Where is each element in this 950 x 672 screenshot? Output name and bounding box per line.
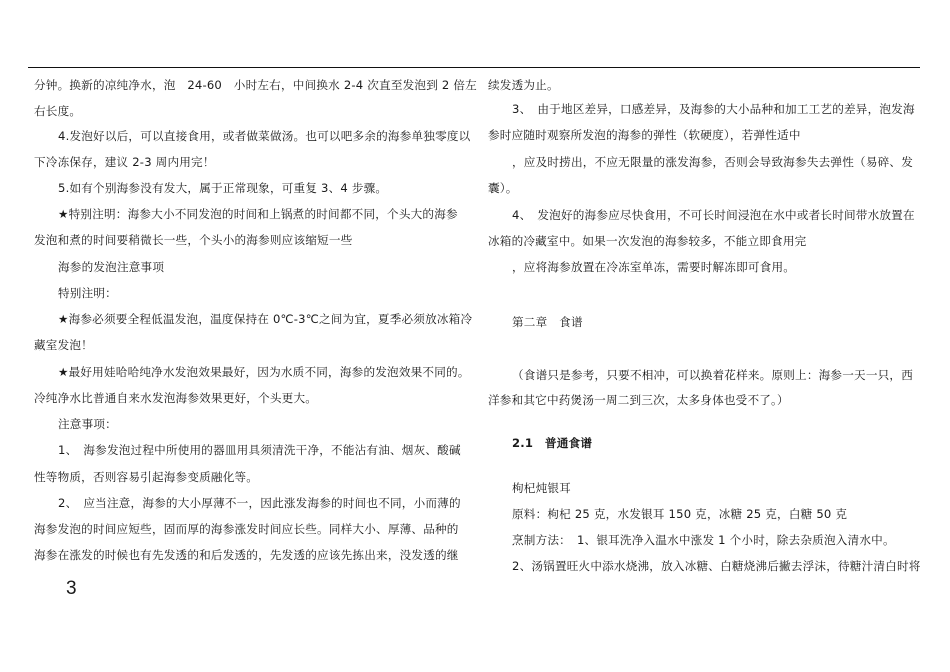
right-line-1: 续发透为止。 bbox=[488, 78, 559, 92]
left-line-12: ★最好用娃哈哈纯净水发泡效果最好，因为水质不同，海参的发泡效果不同的。 bbox=[58, 365, 470, 379]
left-line-10: ★海参必须要全程低温发泡，温度保持在 0℃-3℃之间为宜，夏季必须放冰箱冷 bbox=[58, 312, 473, 326]
left-line-14: 注意事项： bbox=[58, 417, 117, 431]
left-line-1: 分钟。换新的凉纯净水，泡 24-60 小时左右，中间换水 2-4 次直至发泡到 2 倍左 bbox=[34, 78, 477, 92]
left-line-15: 1、 海参发泡过程中所使用的器皿用具须清洗干净，不能沾有油、烟灰、酸碱 bbox=[58, 443, 461, 457]
right-line-4: ，应及时捞出，不应无限量的涨发海参，否则会导致海参失去弹性（易碎、发 bbox=[512, 155, 913, 169]
left-line-4: 下冷冻保存，建议 2-3 周内用完！ bbox=[34, 155, 215, 169]
chapter-heading: 第二章 食谱 bbox=[512, 315, 583, 329]
left-line-11: 藏室发泡！ bbox=[34, 338, 93, 352]
left-line-18: 海参发泡的时间应短些，固而厚的海参涨发时间应长些。同样大小、厚薄、品种的 bbox=[34, 522, 459, 536]
left-line-7: 发泡和煮的时间要稍微长一些，个头小的海参则应该缩短一些 bbox=[34, 233, 353, 247]
right-line-15: 烹制方法： 1、银耳洗净入温水中涨发 1 个小时，除去杂质泡入清水中。 bbox=[512, 533, 895, 547]
left-line-8: 海参的发泡注意事项 bbox=[58, 260, 165, 274]
right-line-6: 4、 发泡好的海参应尽快食用，不可长时间浸泡在水中或者长时间带水放置在 bbox=[512, 208, 915, 222]
recipe-title: 枸杞炖银耳 bbox=[512, 481, 571, 495]
right-line-8: ，应将海参放置在冷冻室单冻，需要时解冻即可食用。 bbox=[512, 260, 796, 274]
left-line-13: 冷纯净水比普通自来水发泡海参效果更好，个头更大。 bbox=[34, 391, 318, 405]
left-line-9: 特别注明： bbox=[58, 286, 117, 300]
right-line-10: （食谱只是参考，只要不相冲，可以换着花样来。原则上：海参一天一只，西 bbox=[512, 368, 913, 382]
page-number: 3 bbox=[66, 578, 77, 599]
header-rule bbox=[28, 67, 920, 68]
right-line-11: 洋参和其它中药煲汤一周二到三次，太多身体也受不了。） bbox=[488, 393, 789, 407]
left-line-16: 性等物质，否则容易引起海参变质融化等。 bbox=[34, 470, 259, 484]
right-line-14: 原料：枸杞 25 克，水发银耳 150 克，冰糖 25 克，白糖 50 克 bbox=[512, 507, 848, 521]
left-line-6: ★特别注明：海参大小不同发泡的时间和上锅煮的时间都不同，个头大的海参 bbox=[58, 207, 458, 221]
left-line-17: 2、 应当注意，海参的大小厚薄不一，因此涨发海参的时间也不同，小而薄的 bbox=[58, 496, 461, 510]
right-line-16: 2、汤锅置旺火中添水烧沸，放入冰糖、白糖烧沸后撇去浮沫，待糖汁清白时将 bbox=[512, 559, 921, 573]
left-line-19: 海参在涨发的时候也有先发透的和后发透的，先发透的应该先拣出来，没发透的继 bbox=[34, 548, 459, 562]
right-line-5: 囊）。 bbox=[488, 181, 518, 195]
right-line-2: 3、 由于地区差异，口感差异，及海参的大小品种和加工工艺的差异，泡发海 bbox=[512, 102, 915, 116]
left-line-5: 5.如有个别海参没有发大，属于正常现象，可重复 3、4 步骤。 bbox=[58, 181, 388, 195]
right-line-3: 参时应随时观察所发泡的海参的弹性（软硬度），若弹性适中 bbox=[488, 128, 801, 142]
left-line-2: 右长度。 bbox=[34, 104, 82, 118]
section-heading: 2.1 普通食谱 bbox=[512, 436, 593, 450]
right-line-7: 冰箱的冷藏室中。如果一次发泡的海参较多，不能立即食用完 bbox=[488, 234, 807, 248]
left-line-3: 4.发泡好以后，可以直接食用，或者做菜做汤。也可以吧多余的海参单独零度以 bbox=[58, 129, 471, 143]
